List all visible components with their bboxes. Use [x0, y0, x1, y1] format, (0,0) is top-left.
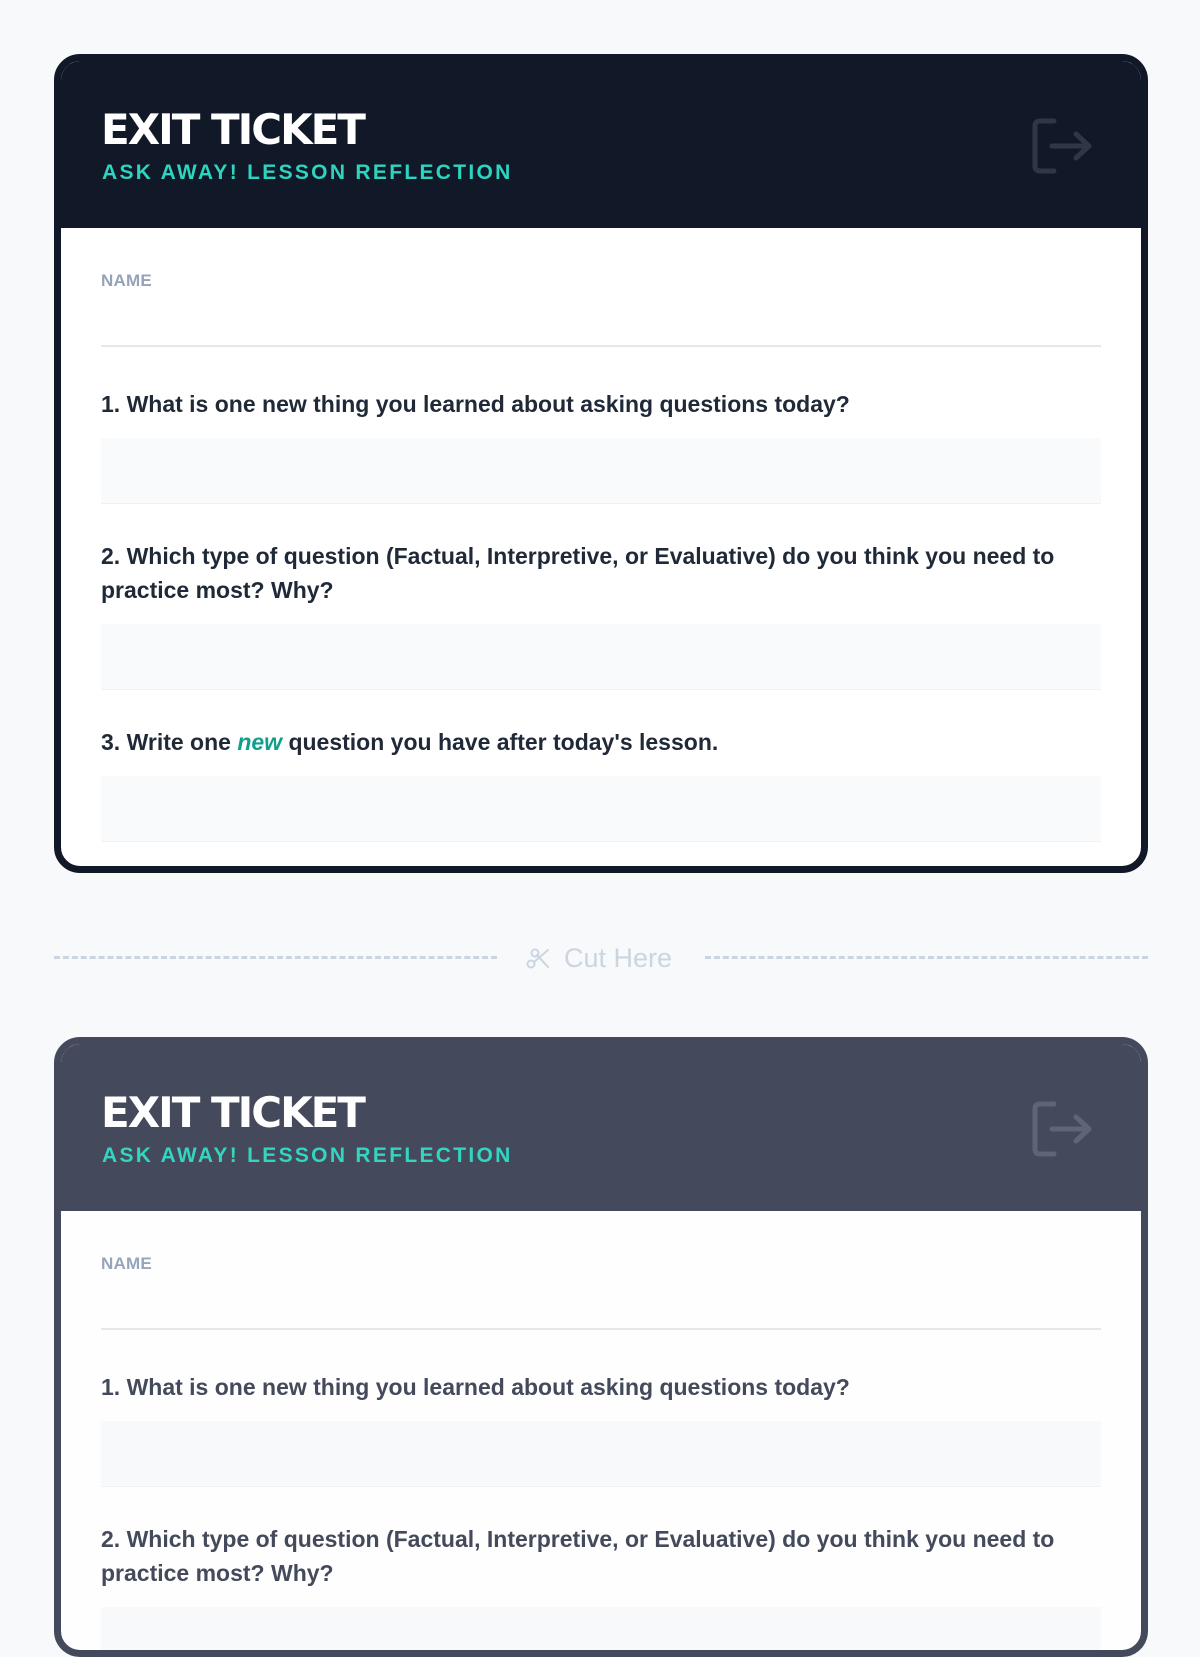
cut-label-group	[524, 943, 672, 973]
question-3-suffix: question you have after today's lesson.	[282, 729, 719, 755]
cut-here-separator	[54, 943, 1148, 973]
name-label: NAME	[101, 1254, 152, 1273]
ticket-body	[61, 228, 1141, 842]
ticket-header	[61, 1044, 1141, 1211]
ticket-header	[61, 61, 1141, 228]
question-2: 2. Which type of question (Factual, Interpretive, or Evaluative) do you think you need to practice most? Why?	[101, 1526, 1055, 1586]
question-3-emphasis: new	[237, 729, 283, 755]
scissors-icon	[524, 944, 552, 972]
answer-box-2[interactable]	[101, 1607, 1101, 1657]
ticket-body	[61, 1211, 1141, 1657]
answer-box-2[interactable]	[101, 624, 1101, 690]
question-2: 2. Which type of question (Factual, Interpretive, or Evaluative) do you think you need to practice most? Why?	[101, 543, 1055, 603]
question-1: 1. What is one new thing you learned about asking questions today?	[101, 1374, 850, 1400]
answer-box-1[interactable]	[101, 438, 1101, 504]
cut-line-left	[54, 956, 497, 959]
ticket-subtitle: ASK AWAY! LESSON REFLECTION	[102, 161, 513, 184]
cut-line-right	[705, 956, 1148, 959]
name-line[interactable]	[101, 345, 1101, 347]
name-label: NAME	[101, 271, 152, 290]
answer-box-1[interactable]	[101, 1421, 1101, 1487]
ticket-title: EXIT TICKET	[101, 1088, 364, 1137]
question-1: 1. What is one new thing you learned about asking questions today?	[101, 391, 850, 417]
exit-icon	[1031, 1096, 1097, 1162]
exit-icon	[1031, 113, 1097, 179]
question-3	[101, 725, 1101, 759]
ticket-subtitle: ASK AWAY! LESSON REFLECTION	[102, 1144, 513, 1167]
exit-ticket-primary	[54, 54, 1148, 873]
exit-ticket-secondary	[54, 1037, 1148, 1657]
question-3-prefix: 3. Write one	[101, 729, 238, 755]
answer-box-3[interactable]	[101, 776, 1101, 842]
cut-label: Cut Here	[564, 943, 673, 973]
name-line[interactable]	[101, 1328, 1101, 1330]
ticket-title: EXIT TICKET	[101, 105, 364, 154]
